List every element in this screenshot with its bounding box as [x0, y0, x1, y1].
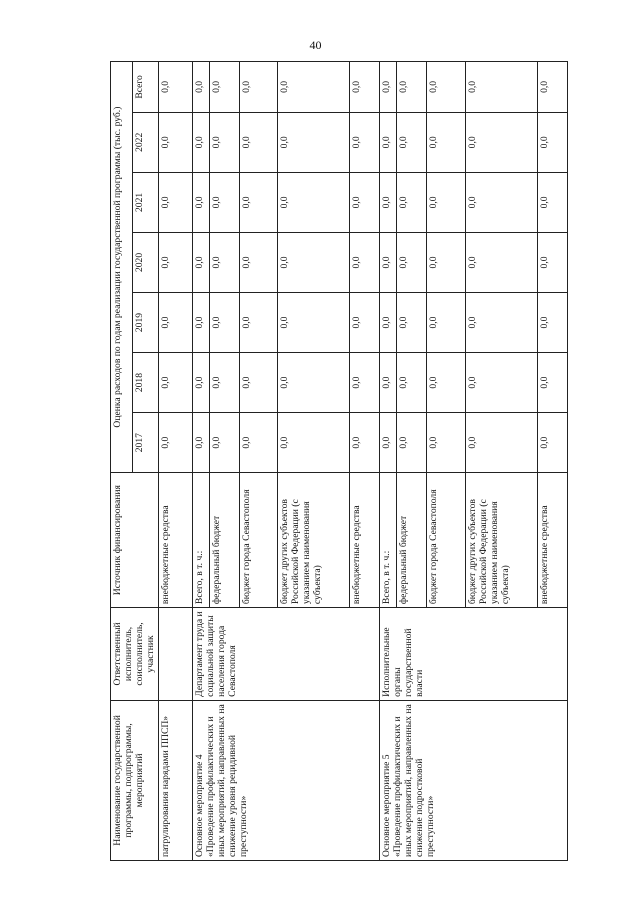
- amount-cell: 0,0: [465, 413, 537, 473]
- amount-cell: 0,0: [537, 232, 567, 292]
- measure-name: Основное мероприятие 5 «Проведение профилактических и иных мероприятий, направленных на снижение подростковой преступности»: [380, 700, 568, 860]
- amount-cell: 0,0: [209, 292, 239, 352]
- amount-cell: 0,0: [159, 112, 193, 172]
- amount-cell: 0,0: [397, 413, 427, 473]
- amount-cell: 0,0: [350, 353, 380, 413]
- header-source: Источник финансирования: [111, 473, 159, 608]
- amount-cell: 0,0: [397, 112, 427, 172]
- amount-cell: 0,0: [537, 62, 567, 113]
- funding-source: внебюджетные средства: [350, 473, 380, 608]
- amount-cell: 0,0: [380, 62, 397, 113]
- amount-cell: 0,0: [239, 172, 277, 232]
- funding-source: бюджет города Севастополя: [239, 473, 277, 608]
- header-year: 2019: [133, 292, 159, 352]
- amount-cell: 0,0: [209, 172, 239, 232]
- amount-cell: 0,0: [192, 232, 209, 292]
- amount-cell: 0,0: [380, 292, 397, 352]
- amount-cell: 0,0: [537, 353, 567, 413]
- amount-cell: 0,0: [427, 172, 465, 232]
- amount-cell: 0,0: [465, 232, 537, 292]
- table-row: [159, 62, 193, 861]
- amount-cell: 0,0: [159, 172, 193, 232]
- amount-cell: 0,0: [350, 62, 380, 113]
- amount-cell: 0,0: [278, 112, 350, 172]
- page-number: 40: [309, 38, 322, 52]
- amount-cell: 0,0: [159, 353, 193, 413]
- amount-cell: 0,0: [239, 292, 277, 352]
- table-body: [159, 62, 568, 861]
- amount-cell: 0,0: [397, 353, 427, 413]
- amount-cell: 0,0: [159, 413, 193, 473]
- header-year: Всего: [133, 62, 159, 113]
- header-year: 2022: [133, 112, 159, 172]
- amount-cell: 0,0: [380, 353, 397, 413]
- header-executor: Ответственный исполнитель, соисполнитель, участник: [111, 608, 159, 701]
- amount-cell: 0,0: [209, 413, 239, 473]
- funding-source: внебюджетные средства: [159, 473, 193, 608]
- amount-cell: 0,0: [239, 353, 277, 413]
- amount-cell: 0,0: [350, 292, 380, 352]
- amount-cell: 0,0: [209, 62, 239, 113]
- amount-cell: 0,0: [380, 172, 397, 232]
- amount-cell: 0,0: [397, 172, 427, 232]
- amount-cell: 0,0: [278, 232, 350, 292]
- header-year: 2017: [133, 413, 159, 473]
- amount-cell: 0,0: [427, 62, 465, 113]
- amount-cell: 0,0: [239, 413, 277, 473]
- amount-cell: 0,0: [427, 353, 465, 413]
- amount-cell: 0,0: [209, 112, 239, 172]
- amount-cell: 0,0: [209, 232, 239, 292]
- responsible-executor: [159, 608, 193, 701]
- amount-cell: 0,0: [278, 292, 350, 352]
- amount-cell: 0,0: [278, 353, 350, 413]
- amount-cell: 0,0: [397, 62, 427, 113]
- amount-cell: 0,0: [192, 172, 209, 232]
- rotated-table-wrapper: [110, 61, 568, 861]
- amount-cell: 0,0: [350, 172, 380, 232]
- amount-cell: 0,0: [537, 172, 567, 232]
- amount-cell: 0,0: [350, 112, 380, 172]
- amount-cell: 0,0: [350, 413, 380, 473]
- table-header: [111, 62, 159, 861]
- amount-cell: 0,0: [278, 413, 350, 473]
- funding-source: бюджет других субъектов Российской Федерации (с указанием наименования субъекта): [465, 473, 537, 608]
- amount-cell: 0,0: [537, 112, 567, 172]
- amount-cell: 0,0: [380, 112, 397, 172]
- amount-cell: 0,0: [159, 232, 193, 292]
- financing-table: [110, 61, 568, 861]
- header-name: Наименование государственной программы, подпрограммы, мероприятий: [111, 700, 159, 860]
- amount-cell: 0,0: [397, 292, 427, 352]
- amount-cell: 0,0: [278, 62, 350, 113]
- responsible-executor: Исполнительные органы государственной власти: [380, 608, 568, 701]
- amount-cell: 0,0: [397, 232, 427, 292]
- funding-source: федеральный бюджет: [209, 473, 239, 608]
- funding-source: бюджет других субъектов Российской Федерации (с указанием наименования субъекта): [278, 473, 350, 608]
- amount-cell: 0,0: [537, 292, 567, 352]
- header-year: 2020: [133, 232, 159, 292]
- header-year: 2018: [133, 353, 159, 413]
- measure-name: Основное мероприятие 4 «Проведение профилактических и иных мероприятий, направленных на снижение уровня рецидивной преступности»: [192, 700, 380, 860]
- amount-cell: 0,0: [159, 292, 193, 352]
- funding-source: бюджет города Севастополя: [427, 473, 465, 608]
- table-row: [380, 62, 397, 861]
- amount-cell: 0,0: [350, 232, 380, 292]
- amount-cell: 0,0: [465, 112, 537, 172]
- amount-cell: 0,0: [192, 292, 209, 352]
- amount-cell: 0,0: [209, 353, 239, 413]
- amount-cell: 0,0: [192, 353, 209, 413]
- amount-cell: 0,0: [427, 413, 465, 473]
- header-estimate: Оценка расходов по годам реализации государственной программы (тыс. руб.): [111, 62, 133, 473]
- amount-cell: 0,0: [192, 112, 209, 172]
- amount-cell: 0,0: [380, 413, 397, 473]
- funding-source: Всего, в т. ч.:: [380, 473, 397, 608]
- amount-cell: 0,0: [239, 232, 277, 292]
- amount-cell: 0,0: [465, 292, 537, 352]
- responsible-executor: Департамент труда и социальной защиты населения города Севастополя: [192, 608, 380, 701]
- amount-cell: 0,0: [427, 112, 465, 172]
- measure-name: патрулирования нарядами ППСП»: [159, 700, 193, 860]
- amount-cell: 0,0: [192, 62, 209, 113]
- amount-cell: 0,0: [465, 62, 537, 113]
- amount-cell: 0,0: [239, 112, 277, 172]
- amount-cell: 0,0: [278, 172, 350, 232]
- amount-cell: 0,0: [427, 292, 465, 352]
- header-year: 2021: [133, 172, 159, 232]
- amount-cell: 0,0: [537, 413, 567, 473]
- amount-cell: 0,0: [239, 62, 277, 113]
- amount-cell: 0,0: [465, 353, 537, 413]
- amount-cell: 0,0: [380, 232, 397, 292]
- amount-cell: 0,0: [192, 413, 209, 473]
- funding-source: внебюджетные средства: [537, 473, 567, 608]
- amount-cell: 0,0: [159, 62, 193, 113]
- amount-cell: 0,0: [427, 232, 465, 292]
- amount-cell: 0,0: [465, 172, 537, 232]
- funding-source: Всего, в т. ч.:: [192, 473, 209, 608]
- funding-source: федеральный бюджет: [397, 473, 427, 608]
- table-row: [192, 62, 209, 861]
